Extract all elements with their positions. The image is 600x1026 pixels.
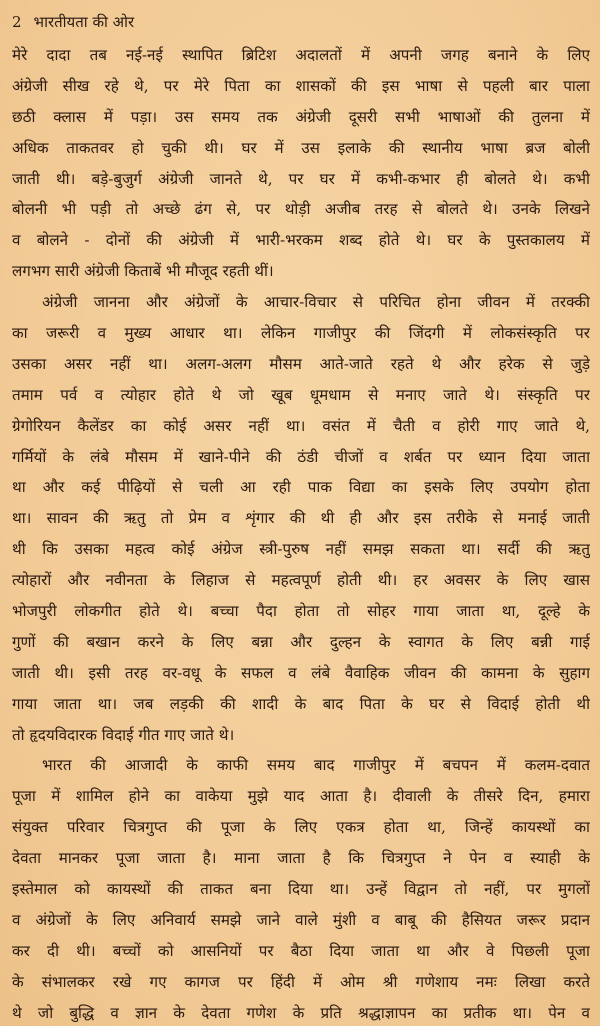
text-line: संयुक्त परिवार चित्रगुप्त की पूजा के लिए एकत्र होता था, जिन्हें कायस्थों का xyxy=(12,818,590,837)
body-text xyxy=(12,40,590,1022)
running-title: भारतीयता की ओर xyxy=(33,13,135,31)
text-line: त्योहारों और नवीनता के लिहाज से महत्वपूर्ण होती थी। हर अवसर के लिए खास xyxy=(12,571,590,590)
text-line: गाया जाता था। जब लड़की की शादी के बाद पिता के घर से विदाई होती थी xyxy=(12,694,590,713)
text-line: इस्तेमाल को कायस्थों की ताकत बना दिया था। उन्हें विद्वान तो नहीं, पर मुगलों xyxy=(12,880,590,899)
text-line: पूजा में शामिल होने का वाकेया मुझे याद आता है। दीवाली के तीसरे दिन, हमारा xyxy=(12,787,590,806)
text-line: गर्मियों के लंबे मौसम में खाने-पीने की ठंडी चीजों व शर्बत पर ध्यान दिया जाता xyxy=(12,447,590,466)
text-line: था। सावन की ऋतु तो प्रेम व शृंगार की थी ही और इस तरीके से मनाई जाती xyxy=(12,509,590,528)
paragraph-1 xyxy=(12,40,590,287)
text-line: लगभग सारी अंग्रेजी किताबें भी मौजूद रहती थीं। xyxy=(12,262,274,281)
running-header xyxy=(12,4,590,40)
text-line: थे जो बुद्धि व ज्ञान के देवता गणेश के प्रति श्रद्धाज्ञापन का प्रतीक था। पेन व xyxy=(12,1003,590,1022)
text-line: का जरूरी व मुख्य आधार था। लेकिन गाजीपुर की जिंदगी में लोकसंस्कृति पर xyxy=(12,324,590,343)
text-line: जाती थी। बड़े-बुजुर्ग अंग्रेजी जानते थे, पर घर में कभी-कभार ही बोलते थे। कभी xyxy=(12,169,590,188)
text-line: अंग्रेजी जानना और अंग्रेजों के आचार-विचार से परिचित होना जीवन में तरक्की xyxy=(42,293,590,312)
text-line: उसका असर नहीं था। अलग-अलग मौसम आते-जाते रहते थे और हरेक से जुड़े xyxy=(12,354,590,373)
text-line: तमाम पर्व व त्योहार होते थे जो खूब धूमधाम से मनाए जाते थे। संस्कृति पर xyxy=(12,385,590,404)
text-line: जाती थी। इसी तरह वर-वधू के सफल व लंबे वैवाहिक जीवन की कामना के सुहाग xyxy=(12,663,590,682)
text-line: के संभालकर रखे गए कागज पर हिंदी में ओम श्री गणेशाय नमः लिखा करते xyxy=(12,972,590,991)
text-line: भारत की आजादी के काफी समय बाद गाजीपुर में बचपन में कलम-दवात xyxy=(42,756,590,775)
text-line: भोजपुरी लोकगीत होते थे। बच्चा पैदा होता तो सोहर गाया जाता था, दूल्हे के xyxy=(12,602,590,621)
text-line: था और कई पीढ़ियों से चली आ रही पाक विद्या का इसके लिए उपयोग होता xyxy=(12,478,590,497)
book-page xyxy=(12,4,590,1022)
text-line: व अंग्रेजों के लिए अनिवार्य समझे जाने वाले मुंशी व बाबू की हैसियत जरूर प्रदान xyxy=(12,910,590,929)
text-line: गुणों की बखान करने के लिए बन्ना और दुल्हन के स्वागत के लिए बन्नी गाई xyxy=(12,632,590,651)
text-line: मेरे दादा तब नई-नई स्थापित ब्रिटिश अदालतों में अपनी जगह बनाने के लिए xyxy=(12,46,590,64)
text-line: थी कि उसका महत्व कोई अंग्रेज स्त्री-पुरुष नहीं समझ सकता था। सर्दी की ऋतु xyxy=(12,540,590,559)
text-line: अंग्रेजी सीख रहे थे, पर मेरे पिता का शासकों की इस भाषा से पहली बार पाला xyxy=(12,76,590,95)
text-line: ग्रेगोरियन कैलेंडर का कोई असर नहीं था। वसंत में चैती व होरी गाए जाते थे, xyxy=(12,416,590,435)
text-line: व बोलने - दोनों की अंग्रेजी में भारी-भरकम शब्द होते थे। घर के पुस्तकालय में xyxy=(12,231,590,250)
text-line: देवता मानकर पूजा जाता है। माना जाता है कि चित्रगुप्त ने पेन व स्याही के xyxy=(12,849,590,868)
text-line: तो हृदयविदारक विदाई गीत गाए जाते थे। xyxy=(12,725,235,744)
text-line: छठी क्लास में पड़ा। उस समय तक अंग्रेजी दूसरी सभी भाषाओं की तुलना में xyxy=(12,107,590,126)
text-line: बोलनी भी पड़ी तो अच्छे ढंग से, पर थोड़ी अजीब तरह से बोलते थे। उनके लिखने xyxy=(12,200,590,219)
paragraph-2 xyxy=(12,287,590,750)
page-number: 2 xyxy=(12,13,22,31)
paragraph-3 xyxy=(12,750,590,1022)
text-line: कर दी थी। बच्चों को आसनियों पर बैठा दिया जाता था और वे पिछली पूजा xyxy=(12,941,590,960)
text-line: अधिक ताकतवर हो चुकी थी। घर में उस इलाके की स्थानीय भाषा ब्रज बोली xyxy=(12,138,590,157)
